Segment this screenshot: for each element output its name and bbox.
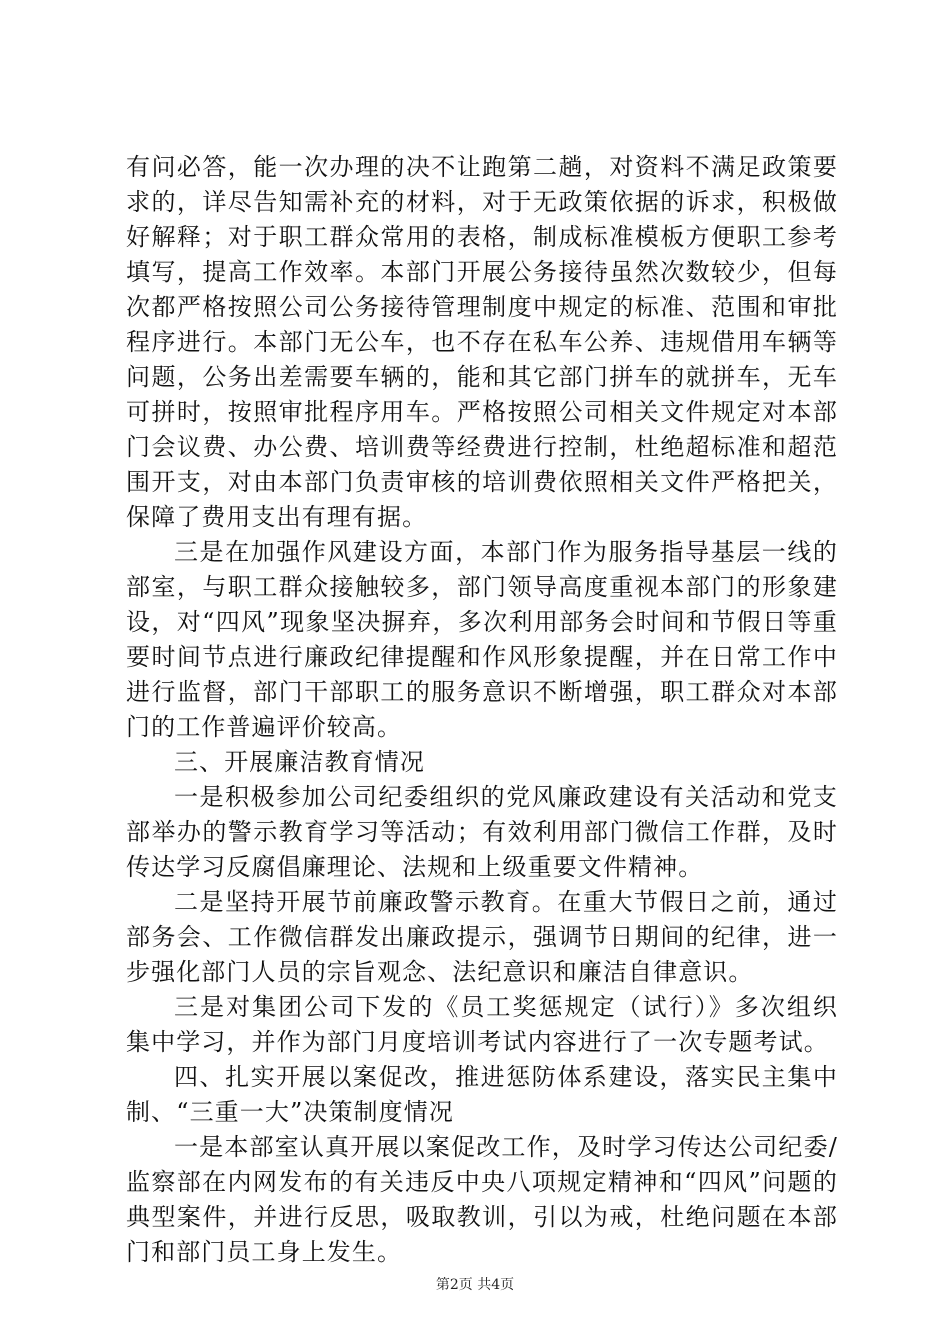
paragraph-activities: 一是积极参加公司纪委组织的党风廉政建设有关活动和党支部举办的警示教育学习等活动；有效利用部门微信工作群，及时传达学习反腐倡廉理论、法规和上级重要文件精神。 bbox=[126, 783, 838, 881]
paragraph-holiday-warning: 二是坚持开展节前廉政警示教育。在重大节假日之前，通过部务会、工作微信群发出廉政提示，强调节日期间的纪律，进一步强化部门人员的宗旨观念、法纪意识和廉洁自律意识。 bbox=[126, 888, 838, 986]
paragraph-continued: 有问必答，能一次办理的决不让跑第二趟，对资料不满足政策要求的，详尽告知需补充的材料，对于无政策依据的诉求，积极做好解释；对于职工群众常用的表格，制成标准模板方便职工参考填写，提高工作效率。本部门开展公务接待虽然次数较少，但每次都严格按照公司公务接待管理制度中规定的标准、范围和审批程序进行。本部门无公车，也不存在私车公养、违规借用车辆等问题，公务出差需要车辆的，能和其它部门拼车的就拼车，无车可拼时，按照审批程序用车。严格按照公司相关文件规定对本部门会议费、办公费、培训费等经费进行控制，杜绝超标准和超范围开支，对由本部门负责审核的培训费依照相关文件严格把关，保障了费用支出有理有据。 bbox=[126, 153, 838, 531]
page-footer: 第2页 共4页 bbox=[435, 1277, 515, 1293]
section-heading-case-reform: 四、扎实开展以案促改，推进惩防体系建设，落实民主集中制、“三重一大”决策制度情况 bbox=[126, 1063, 838, 1126]
document-body bbox=[126, 150, 838, 1270]
paragraph-regulation-study: 三是对集团公司下发的《员工奖惩规定（试行）》多次组织集中学习，并作为部门月度培训考试内容进行了一次专题考试。 bbox=[126, 993, 838, 1056]
paragraph-case-reform: 一是本部室认真开展以案促改工作，及时学习传达公司纪委/监察部在内网发布的有关违反中央八项规定精神和“四风”问题的典型案件，并进行反思，吸取教训，引以为戒，杜绝问题在本部门和部门员工身上发生。 bbox=[126, 1133, 838, 1266]
paragraph-style-building: 三是在加强作风建设方面，本部门作为服务指导基层一线的部室，与职工群众接触较多，部门领导高度重视本部门的形象建设，对“四风”现象坚决摒弃，多次利用部务会时间和节假日等重要时间节点进行廉政纪律提醒和作风形象提醒，并在日常工作中进行监督，部门干部职工的服务意识不断增强，职工群众对本部门的工作普遍评价较高。 bbox=[126, 538, 838, 741]
section-heading-integrity-education: 三、开展廉洁教育情况 bbox=[174, 748, 425, 776]
